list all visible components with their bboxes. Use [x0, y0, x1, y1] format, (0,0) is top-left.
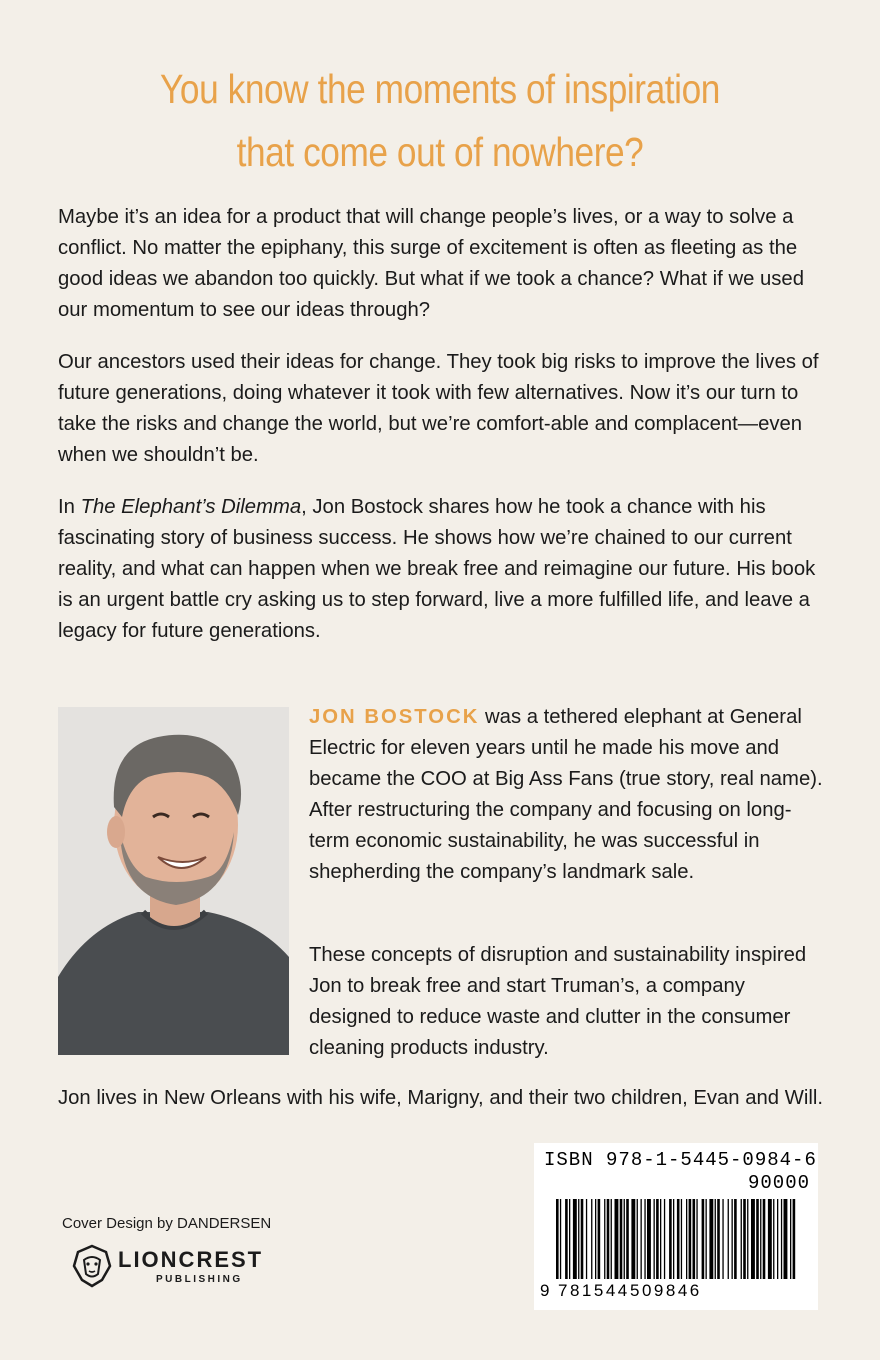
- blurb-paragraph-1: Maybe it’s an idea for a product that will change people’s lives, or a way to solve a conflict. No matter the epiphany, this surge of excitement is often as fleeting as the good ideas we abandon too quickly. But what if we took a chance? What if we used our momentum to see our ideas through?: [58, 206, 804, 321]
- barcode-bar: [677, 1199, 680, 1279]
- headline: [62, 58, 819, 184]
- barcode-bar: [573, 1199, 577, 1279]
- blurb-paragraph-3: [58, 492, 828, 647]
- isbn-barcode: [534, 1143, 818, 1310]
- barcode-bar: [743, 1199, 746, 1279]
- barcode-bar: [611, 1199, 612, 1279]
- p3-prefix: In: [58, 496, 81, 518]
- p3-rest: , Jon Bostock shares how he took a chance with his fascinating story of business success. He shows how we’re chained to our current reality, and what can happen when we break free and reimagine our future. His book is an urgent battle cry asking us to step forward, live a more fulfilled life, and leave a legacy for future generations.: [58, 496, 816, 642]
- barcode-bar: [763, 1199, 766, 1279]
- barcode-bar: [751, 1199, 755, 1279]
- publisher-name: LIONCREST: [118, 1247, 264, 1272]
- author-name: JON BOSTOCK: [309, 706, 480, 728]
- book-title: The Elephant’s Dilemma: [80, 496, 302, 518]
- barcode-bar: [641, 1199, 642, 1279]
- barcode-bar: [760, 1199, 761, 1279]
- barcode-bar: [773, 1199, 774, 1279]
- barcode-bar: [777, 1199, 778, 1279]
- barcode-bar: [607, 1199, 610, 1279]
- barcode-bar: [660, 1199, 661, 1279]
- barcode-bar: [626, 1199, 629, 1279]
- barcode-bar: [722, 1199, 723, 1279]
- barcode-bar: [715, 1199, 716, 1279]
- barcode-bar: [664, 1199, 665, 1279]
- author-bio-2: These concepts of disruption and sustainability inspired Jon to break free and start Truman’s, a company designed to reduce waste and clutter in the consumer cleaning products industry.: [309, 944, 807, 1059]
- author-photo: [58, 707, 289, 1055]
- barcode-bar: [624, 1199, 625, 1279]
- publisher-subtitle: PUBLISHING: [156, 1274, 243, 1285]
- blurb-paragraph-2: Our ancestors used their ideas for change. They took big risks to improve the lives of future generations, doing whatever it took with few alternatives. Now it’s our turn to take the risks and change the world, but we’re comfort-able and complacent—even when we shouldn’t be.: [58, 351, 819, 466]
- barcode-bar: [689, 1199, 692, 1279]
- barcode-bar: [669, 1199, 672, 1279]
- barcode-bar: [747, 1199, 748, 1279]
- barcode-bar: [654, 1199, 655, 1279]
- barcode-bar: [620, 1199, 623, 1279]
- barcode-bar: [781, 1199, 782, 1279]
- barcode-bar: [790, 1199, 791, 1279]
- barcode-bar: [741, 1199, 742, 1279]
- barcode-bar: [565, 1199, 568, 1279]
- publisher-logo: [72, 1244, 292, 1290]
- barcode-bar: [768, 1199, 772, 1279]
- barcode-bar: [702, 1199, 705, 1279]
- ean-first-digit: 9: [540, 1281, 550, 1300]
- barcode-bar: [598, 1199, 601, 1279]
- barcode-bar: [591, 1199, 592, 1279]
- barcode-bar: [560, 1199, 561, 1279]
- barcode-bar: [717, 1199, 720, 1279]
- barcode-bar: [556, 1199, 559, 1279]
- barcode-bar: [637, 1199, 638, 1279]
- author-family: Jon lives in New Orleans with his wife, Marigny, and their two children, Evan and Will.: [58, 1087, 823, 1109]
- barcode-bar: [728, 1199, 729, 1279]
- barcode-bar: [756, 1199, 759, 1279]
- barcode-bar: [644, 1199, 645, 1279]
- barcode-bar: [656, 1199, 659, 1279]
- ean-group-1: 781544: [558, 1281, 630, 1300]
- barcode-bar: [615, 1199, 619, 1279]
- barcode-bar: [696, 1199, 697, 1279]
- barcode-bar: [581, 1199, 584, 1279]
- barcode-bar: [578, 1199, 579, 1279]
- lion-icon: [72, 1244, 112, 1288]
- barcode-bar: [686, 1199, 687, 1279]
- price-code: 90000: [747, 1172, 810, 1194]
- headline-line-1: You know the moments of inspiration: [160, 66, 720, 112]
- barcode-bar: [784, 1199, 788, 1279]
- barcode-bar: [693, 1199, 696, 1279]
- cover-design-credit: Cover Design by DANDERSEN: [62, 1215, 272, 1232]
- barcode-bar: [673, 1199, 674, 1279]
- barcode-bar: [709, 1199, 713, 1279]
- barcode-bar: [647, 1199, 651, 1279]
- barcode-bar: [732, 1199, 733, 1279]
- ean-group-2: 509846: [630, 1281, 702, 1300]
- barcode-bar: [604, 1199, 605, 1279]
- barcode-bar: [793, 1199, 796, 1279]
- barcode-bar: [706, 1199, 707, 1279]
- barcode-bar: [734, 1199, 737, 1279]
- headline-line-2: that come out of nowhere?: [236, 129, 644, 175]
- barcode-bar: [595, 1199, 596, 1279]
- barcode-bar: [569, 1199, 570, 1279]
- isbn-label: ISBN 978-1-5445-0984-6: [544, 1149, 817, 1171]
- barcode-bar: [681, 1199, 682, 1279]
- barcode-bar: [586, 1199, 587, 1279]
- author-bio-1: [309, 702, 829, 888]
- barcode-bar: [631, 1199, 635, 1279]
- author-bio-1-text: was a tethered elephant at General Electric for eleven years until he made his move and became the COO at Big Ass Fans (true story, real name). After restructuring the company and focusing on long-term economic sustainability, he was successful in shepherding the company’s landmark sale.: [309, 706, 823, 883]
